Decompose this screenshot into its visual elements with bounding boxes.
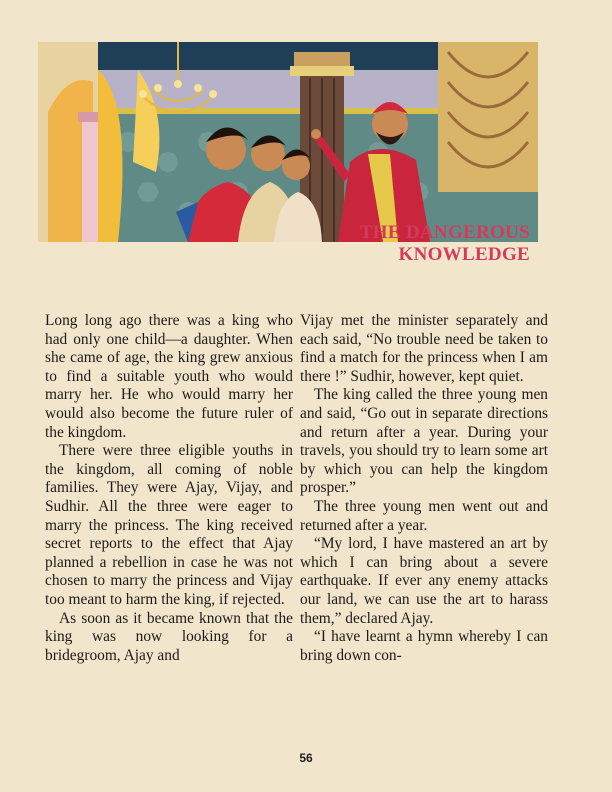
paragraph: “I have learnt a hymn whereby I can bring down con- [300, 628, 548, 664]
paragraph: Long long ago there was a king who had only one child—a daughter. When she came of age, the king grew anxious to find a suitable youth who would marry her. He who would marry her would also become the future ruler of the kingdom. [45, 312, 293, 441]
page-number: 56 [299, 751, 313, 765]
story-title-line-2: KNOWLEDGE [398, 244, 530, 265]
paragraph: Vijay met the minister separately and each said, “No trouble need be taken to find a match for the princess when I am there !” Sudhir, however, kept quiet. [300, 312, 548, 385]
paragraph: The three young men went out and returned after a year. [300, 497, 548, 534]
court-scene-picture [38, 42, 538, 242]
story-title [335, 222, 530, 266]
left-column [45, 312, 293, 665]
story-title-line-1: THE DANGEROUS [359, 222, 530, 243]
story-illustration [38, 42, 538, 242]
paragraph: There were three eligible youths in the kingdom, all coming of noble families. They were Ajay, Vijay, and Sudhir. All the three were eager to marry the princess. The king received secret reports to the effect that Ajay planned a rebellion in case he was not chosen to marry the princess and Vijay too meant to harm the king, if rejected. [45, 442, 293, 608]
paragraph: “My lord, I have mastered an art by which I can bring about a severe earthquake. If ever any enemy attacks our land, we can use the art to harass them,” declared Ajay. [300, 535, 548, 627]
right-column [300, 312, 548, 665]
paragraph: As soon as it became known that the king was now looking for a bridegroom, Ajay and [45, 609, 293, 664]
paragraph: The king called the three young men and said, “Go out in separate directions and return after a year. During your travels, you should try to learn some art by which you can help the kingdom prosper.” [300, 386, 548, 497]
